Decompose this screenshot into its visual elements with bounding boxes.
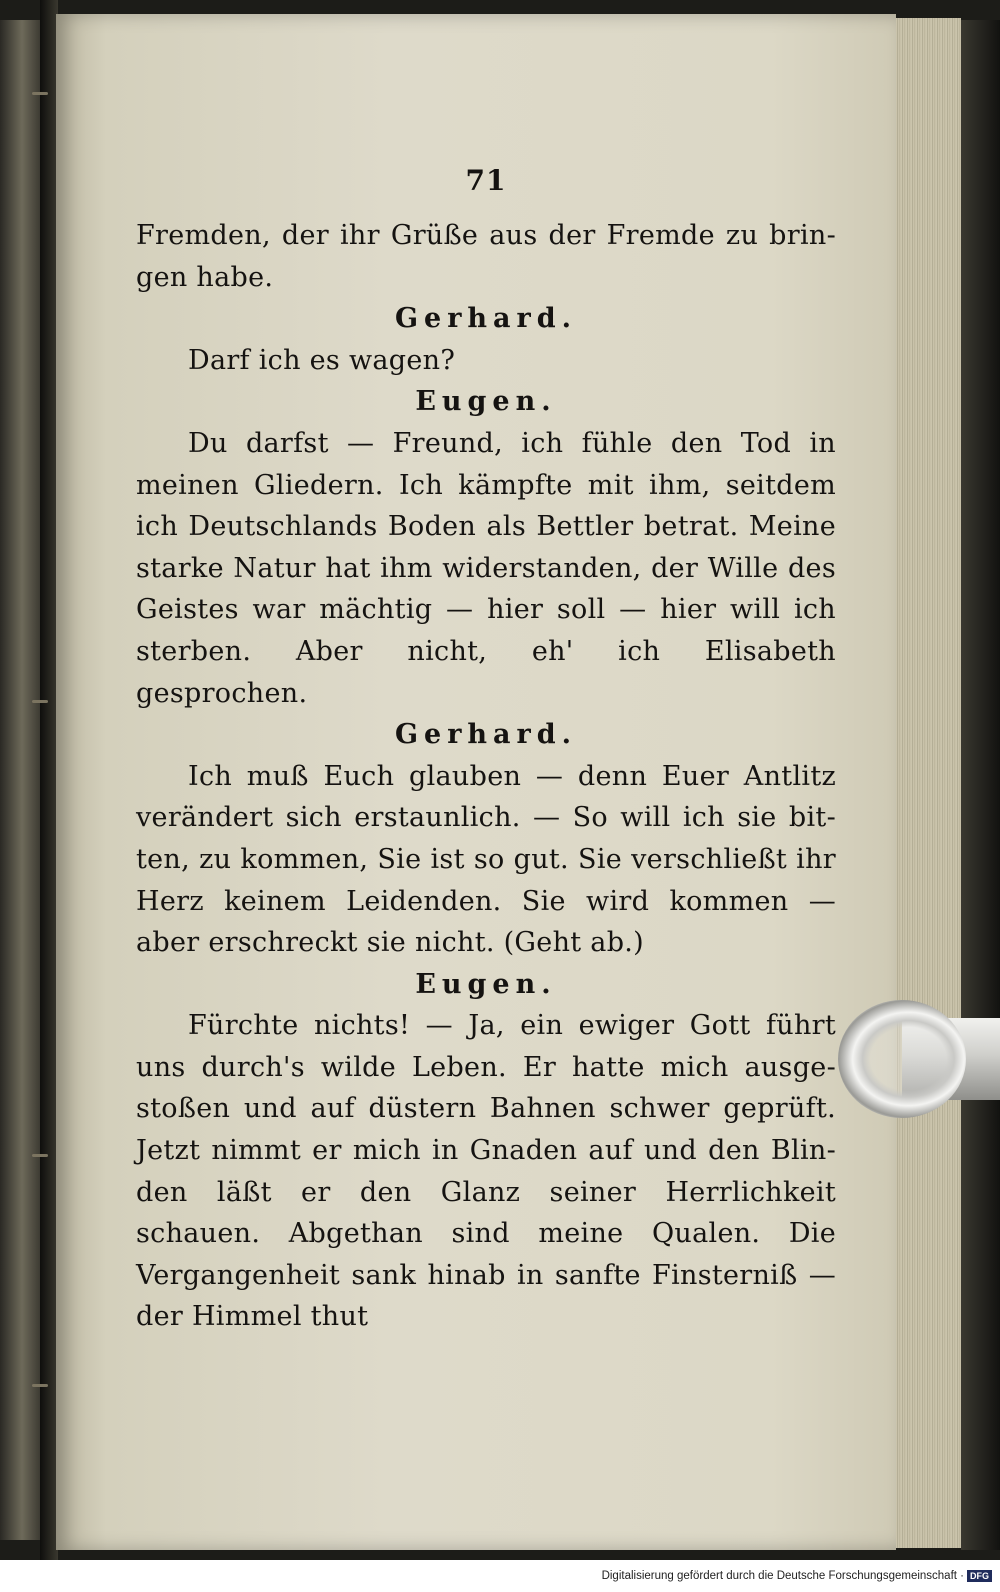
speaker-name: Eugen. [415,386,557,418]
page-clip [838,1000,1000,1118]
speaker-name: Gerhard. [394,303,578,335]
speaker-name: Gerhard. [394,719,578,751]
page-stack-shadow [961,20,1000,1550]
clip-ring [838,1000,966,1118]
binding-stitch [32,700,48,703]
binding-stitch [32,1154,48,1157]
book-page [56,14,896,1550]
credit-text: Digitalisierung gefördert durch die Deutsche Forschungsgemeinschaft · [601,1570,964,1583]
paragraph: Fremden, der ihr Grüße aus der Fremde zu brin-gen habe. [136,220,836,293]
page-text [136,164,836,1338]
dfg-logo-icon: DFG [967,1570,992,1582]
facing-page-edge [0,20,40,1540]
paragraph: Ich muß Euch glauben — denn Euer Antlitz verändert sich erstaunlich. — So will ich sie bit-ten, zu kommen, Sie ist so gut. Sie verschließt ihr Herz keinem Leidenden. Sie wird kommen — aber erschreckt sie nicht. (Geht ab.) [136,760,836,959]
paragraph: Du darfst — Freund, ich fühle den Tod in meinen Gliedern. Ich kämpfte mit ihm, seitdem ich Deutschlands Boden als Bettler betrat. Meine starke Natur hat ihm widerstanden, der Wille des Geistes war mächtig — hier soll — hier will ich sterben. Aber nicht, eh' ich Elisabeth gesprochen. [136,427,836,709]
paragraph: Fürchte nichts! — Ja, ein ewiger Gott führt uns durch's wilde Leben. Er hatte mich ausge-stoßen und auf düstern Bahnen schwer geprüft. Jetzt nimmt er mich in Gnaden auf und den Blin-den läßt er den Glanz seiner Herrlichkeit schauen. Abgethan sind meine Qualen. Die Vergangenheit sank hinab in sanfte Finsterniß — der Himmel thut [136,1010,836,1333]
paragraph: Darf ich es wagen? [188,344,456,376]
speaker-name: Eugen. [415,968,557,1000]
page-stack-edge [893,18,961,1548]
funding-credit [602,1570,992,1582]
page-number: 71 [465,164,507,197]
binding-stitch [32,92,48,95]
binding-stitch [32,1384,48,1387]
